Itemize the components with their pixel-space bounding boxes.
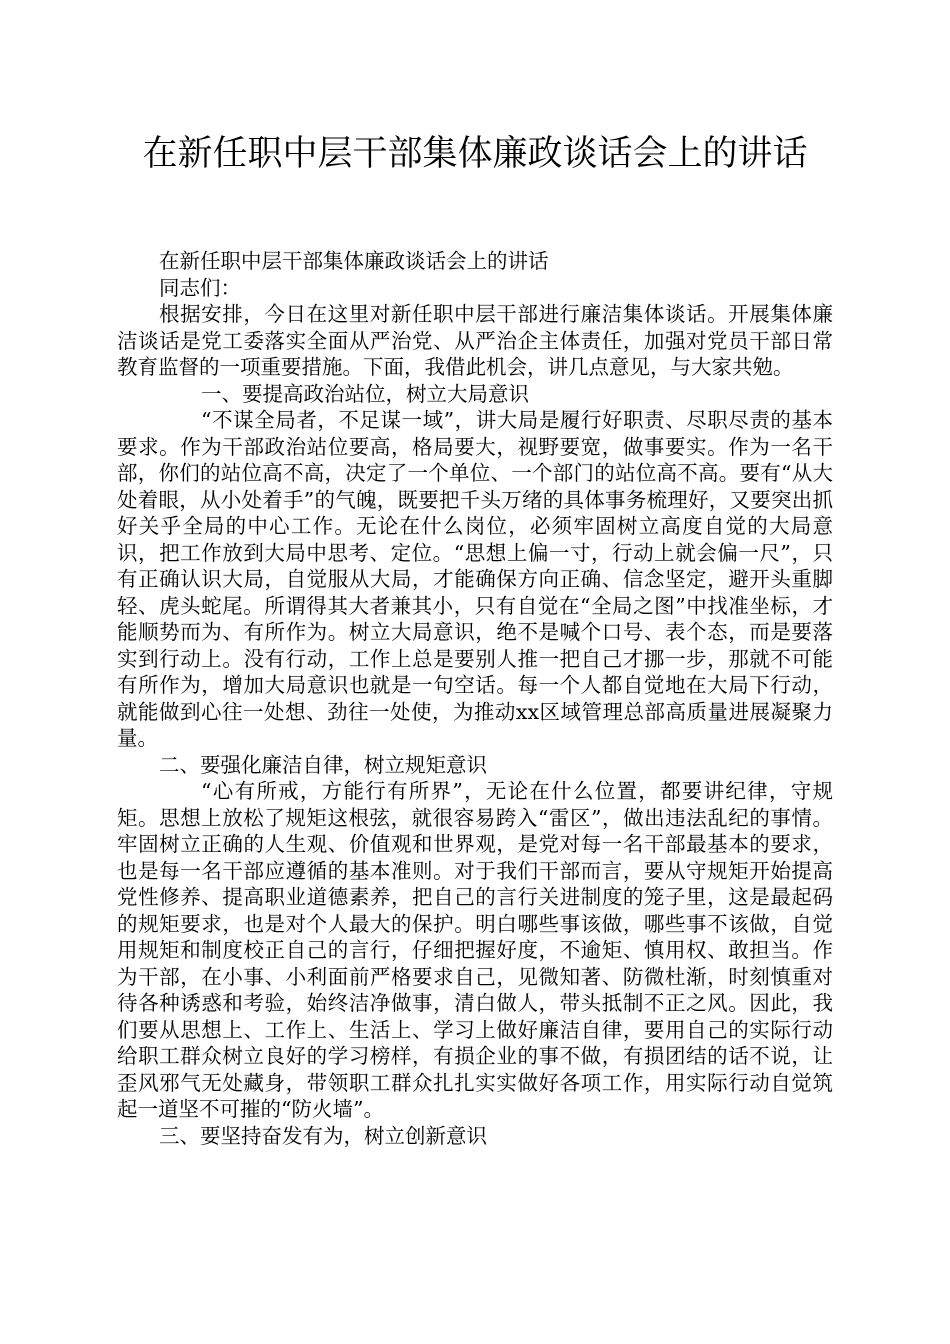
section-heading-1: 一、要提高政治站位，树立大局意识: [201, 381, 530, 406]
paragraph-intro: 根据安排，今日在这里对新任职中层干部进行廉洁集体谈话。开展集体廉洁谈话是党工委落实全面从严治党、从严治企主体责任，加强对党员干部日常教育监督的一项重要措施。下面，我借此机会，讲几点意见，与大家共勉。: [117, 302, 833, 379]
section-heading-3: 三、要坚持奋发有为，树立创新意识: [159, 1123, 488, 1148]
paragraph-subtitle: 在新任职中层干部集体廉政谈话会上的讲话: [159, 249, 549, 273]
paragraph-section-2: “心有所戒，方能行有所界”，无论在什么位置，都要讲纪律，守规矩。思想上放松了规矩这根弦，就很容易跨入“雷区”，做出违法乱纪的事情。牢固树立正确的人生观、价值观和世界观，是党对每一名干部最基本的要求，也是每一名干部应遵循的基本准则。对于我们干部而言，要从守规矩开始提高党性修养、提高职业道德素养，把自己的言行关进制度的笼子里，这是最起码的规矩要求，也是对个人最大的保护。明白哪些事该做，哪些事不该做，自觉用规矩和制度校正自己的言行，仔细把握好度，不逾矩、慎用权、敢担当。作为干部，在小事、小利面前严格要求自己，见微知著、防微杜渐，时刻慎重对待各种诱惑和考验，始终洁净做事，清白做人，带头抵制不正之风。因此，我们要从思想上、工作上、生活上、学习上做好廉洁自律，要用自己的实际行动给职工群众树立良好的学习榜样，有损企业的事不做，有损团结的话不说，让歪风邪气无处藏身，带领职工群众扎扎实实做好各项工作，用实际行动自觉筑起一道坚不可摧的“防火墙”。: [117, 779, 833, 1121]
document-title: 在新任职中层干部集体廉政谈话会上的讲话: [142, 134, 808, 174]
document-body: [117, 248, 833, 1149]
section-heading-2: 二、要强化廉洁自律，树立规矩意识: [159, 752, 488, 777]
paragraph-salutation: 同志们：: [159, 275, 242, 300]
paragraph-section-1: “不谋全局者，不足谋一域”，讲大局是履行好职责、尽职尽责的基本要求。作为干部政治站位要高，格局要大，视野要宽，做事要实。作为一名干部，你们的站位高不高，决定了一个单位、一个部门的站位高不高。要有“从大处着眼，从小处着手”的气魄，既要把千头万绪的具体事务梳理好，又要突出抓好关乎全局的中心工作。无论在什么岗位，必须牢固树立高度自觉的大局意识，把工作放到大局中思考、定位。“思想上偏一寸，行动上就会偏一尺”，只有正确认识大局，自觉服从大局，才能确保方向正确、信念坚定，避开头重脚轻、虎头蛇尾。所谓得其大者兼其小，只有自觉在“全局之图”中找准坐标，才能顺势而为、有所作为。树立大局意识，绝不是喊个口号、表个态，而是要落实到行动上。没有行动，工作上总是要别人推一把自己才挪一步，那就不可能有所作为，增加大局意识也就是一句空话。每一个人都自觉地在大局下行动，就能做到心往一处想、劲往一处使，为推动xx区域管理总部高质量进展凝聚力量。: [117, 408, 833, 750]
